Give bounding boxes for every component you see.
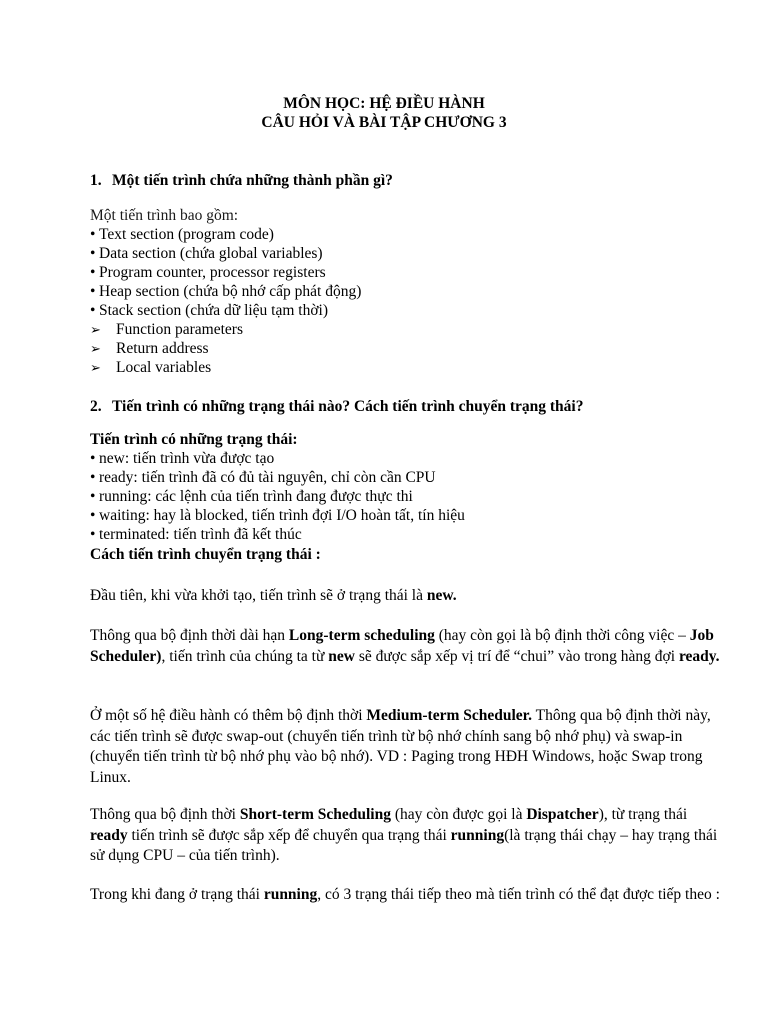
q1-bullet-item <box>90 225 274 245</box>
bullet-marker: • <box>90 283 96 300</box>
arrow-bullet-icon: ➢ <box>90 342 101 357</box>
paragraph-text: Thông qua bộ định thời <box>90 806 240 823</box>
state-text: running: các lệnh của tiến trình đang được thực thi <box>99 488 413 505</box>
state-bullet-item <box>90 468 436 488</box>
q1-bullet-item <box>90 301 328 321</box>
paragraph-text: , tiến trình của chúng ta từ <box>161 647 329 665</box>
state-bullet-item <box>90 525 302 545</box>
emphasis-text: ready <box>90 826 128 844</box>
emphasis-text: running <box>450 826 505 844</box>
bullet-marker: • <box>90 526 96 543</box>
emphasis-text: Long-term scheduling <box>288 627 435 644</box>
bullet-marker: • <box>90 264 96 281</box>
emphasis-text: ready. <box>678 647 720 665</box>
emphasis-text: Short-term Scheduling <box>239 806 391 823</box>
question-2 <box>90 397 584 416</box>
paragraph-running <box>90 885 722 906</box>
bullet-marker: • <box>90 302 96 319</box>
question-2-number: 2. <box>90 398 102 415</box>
bullet-text: Text section (program code) <box>99 226 274 243</box>
question-1 <box>90 171 393 190</box>
q1-bullet-item <box>90 244 323 264</box>
q1-bullet-item <box>90 263 326 283</box>
bullet-marker: • <box>90 450 96 467</box>
emphasis-text: Job Scheduler) <box>90 627 714 665</box>
bullet-text: Program counter, processor registers <box>99 264 326 281</box>
paragraph-text: Trong khi đang ở trạng thái <box>90 886 264 903</box>
paragraph-long-term <box>90 626 722 667</box>
paragraph-text: (hay còn gọi là bộ định thời công việc – <box>434 627 690 644</box>
bullet-text: Stack section (chứa dữ liệu tạm thời) <box>99 302 329 319</box>
emphasis-text: new <box>328 647 355 665</box>
paragraph-text: tiến trình sẽ được sắp xếp để chuyển qua trạng thái <box>127 826 451 844</box>
states-heading: Tiến trình có những trạng thái: <box>90 431 298 448</box>
paragraph-text: Ở một số hệ điều hành có thêm bộ định thời <box>90 707 367 724</box>
paragraph-text: Thông qua bộ định thời dài hạn <box>90 627 289 644</box>
bullet-text: Heap section (chứa bộ nhớ cấp phát động) <box>99 283 362 300</box>
sub-item-text: Return address <box>116 340 209 357</box>
emphasis-text: Dispatcher <box>526 806 599 823</box>
state-bullet-item <box>90 506 465 526</box>
paragraph-text: ), từ trạng thái <box>598 806 688 823</box>
q1-intro: Một tiến trình bao gồm: <box>90 207 239 224</box>
state-bullet-item <box>90 449 274 469</box>
document-title-subject: MÔN HỌC: HỆ ĐIỀU HÀNH <box>283 95 485 112</box>
paragraph-text: Đầu tiên, khi vừa khởi tạo, tiến trình sẽ ở trạng thái là <box>90 587 427 604</box>
bullet-marker: • <box>90 469 96 486</box>
bullet-marker: • <box>90 245 96 262</box>
sub-item-text: Function parameters <box>116 321 243 338</box>
q1-bullet-item <box>90 282 361 302</box>
question-1-number: 1. <box>90 172 102 189</box>
question-1-text: Một tiến trình chứa những thành phần gì? <box>112 172 393 189</box>
state-text: new: tiến trình vừa được tạo <box>99 450 275 467</box>
paragraph-short-term <box>90 805 722 867</box>
question-2-text: Tiến trình có những trạng thái nào? Cách tiến trình chuyển trạng thái? <box>112 398 584 415</box>
bullet-marker: • <box>90 507 96 524</box>
emphasis-text: new. <box>426 587 457 604</box>
paragraph-text: Thông qua bộ định thời này, các tiến trình sẽ được swap-out (chuyển tiến trình từ bộ nhớ chính sang bộ nhớ phụ) và swap-in (chuyển tiến trình từ bộ nhớ phụ vào bộ nhớ). VD : Paging trong HĐH Windows, hoặc Swap trong Linux. <box>90 707 711 786</box>
paragraph-text: (hay còn được gọi là <box>390 806 527 823</box>
bullet-marker: • <box>90 226 96 243</box>
arrow-bullet-icon: ➢ <box>90 323 101 338</box>
arrow-bullet-icon: ➢ <box>90 361 101 376</box>
q1-sub-item <box>90 358 211 378</box>
emphasis-text: Medium-term Scheduler. <box>366 707 533 724</box>
state-text: ready: tiến trình đã có đủ tài nguyên, chỉ còn cần CPU <box>99 469 436 486</box>
state-text: terminated: tiến trình đã kết thúc <box>99 526 302 543</box>
paragraph-text: sẽ được sắp xếp vị trí để “chui” vào trong hàng đợi <box>354 647 679 665</box>
state-bullet-item <box>90 487 413 507</box>
paragraph-text: , có 3 trạng thái tiếp theo mà tiến trình có thể đạt được tiếp theo : <box>317 886 720 903</box>
state-text: waiting: hay là blocked, tiến trình đợi I/O hoàn tất, tín hiệu <box>99 507 465 524</box>
q1-sub-item <box>90 339 209 359</box>
q1-sub-item <box>90 320 243 340</box>
emphasis-text: running <box>263 886 318 903</box>
document-title-chapter: CÂU HỎI VÀ BÀI TẬP CHƯƠNG 3 <box>261 114 507 131</box>
paragraph-medium-term <box>90 706 722 788</box>
paragraph-text: (là trạng thái chạy – hay trạng thái sử dụng CPU – của tiến trình). <box>90 826 718 864</box>
paragraph-new-state <box>90 586 722 607</box>
transition-heading: Cách tiến trình chuyển trạng thái : <box>90 546 321 563</box>
sub-item-text: Local variables <box>116 359 212 376</box>
bullet-marker: • <box>90 488 96 505</box>
bullet-text: Data section (chứa global variables) <box>99 245 323 262</box>
